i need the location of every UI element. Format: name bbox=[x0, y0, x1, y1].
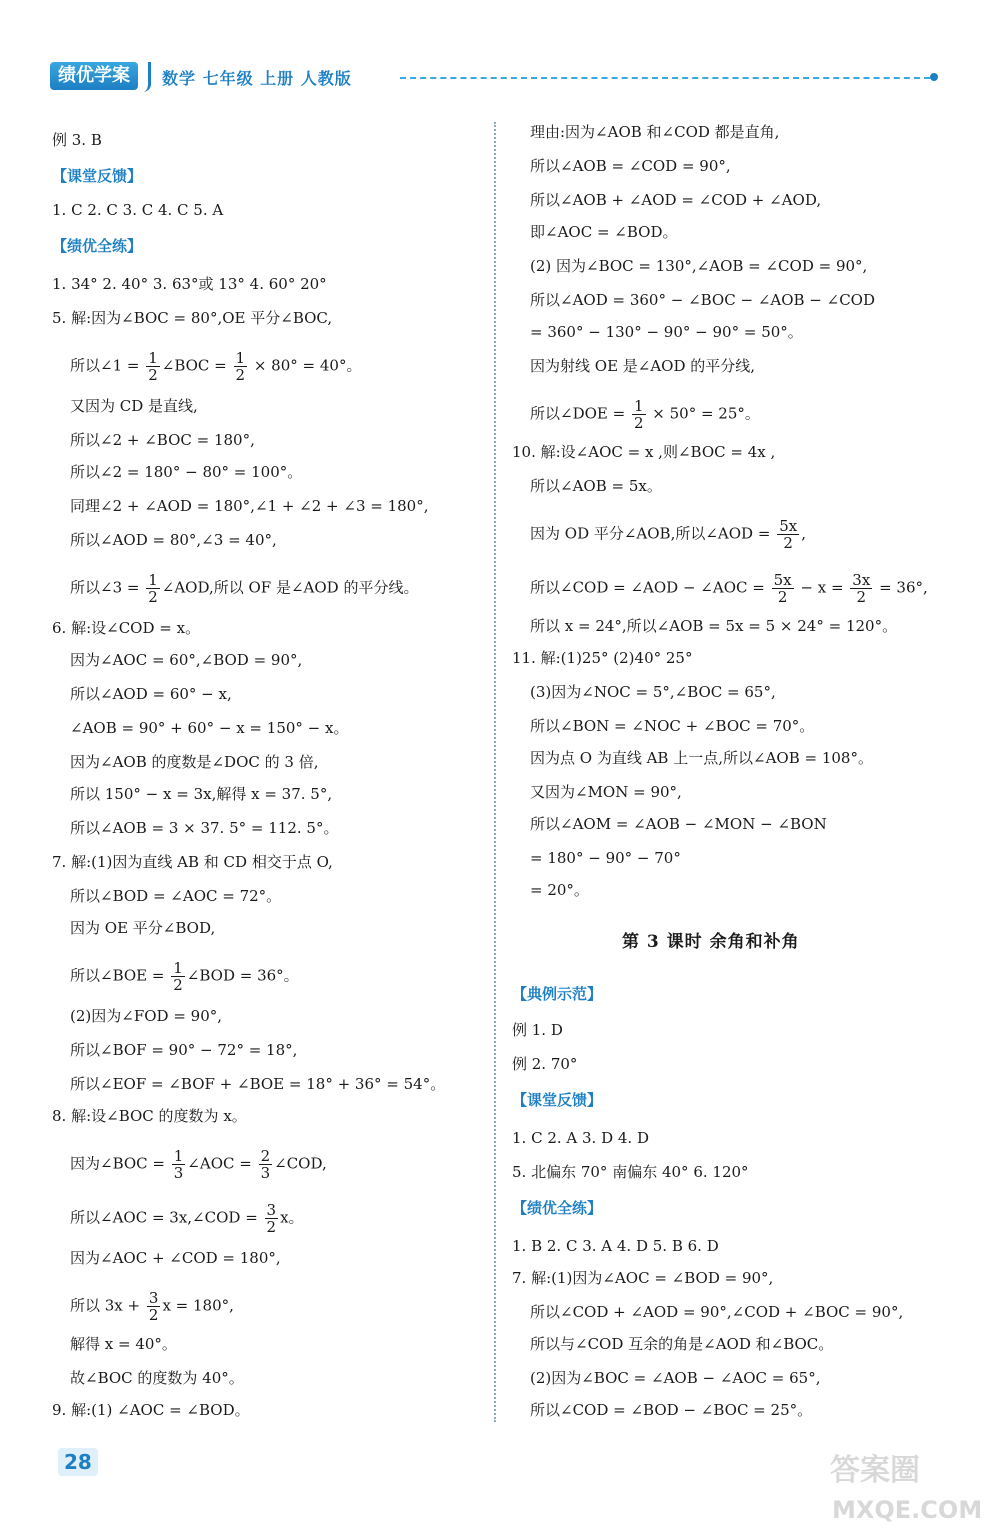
fraction: $\frac{1}{2}$ bbox=[173, 959, 183, 994]
fraction: $\frac{3x}{2}$ bbox=[852, 571, 871, 606]
answer-line: 所以∠1 = $\frac{1}{2}$ ∠BOC = $\frac{1}{2}$ × 80° = 40°。 bbox=[70, 349, 362, 384]
answer-line: 解得 x = 40°。 bbox=[70, 1335, 177, 1353]
answer-line: 6. 解:设∠COD = x。 bbox=[52, 619, 201, 637]
answer-line: 理由:因为∠AOB 和∠COD 都是直角, bbox=[530, 123, 780, 141]
section-tag: 【典例示范】 bbox=[512, 985, 603, 1003]
answer-line: 即∠AOC = ∠BOD。 bbox=[530, 223, 678, 241]
answer-line: = 180° − 90° − 70° bbox=[530, 849, 681, 867]
answer-line: 又因为∠MON = 90°, bbox=[530, 783, 682, 801]
answer-line: 11. 解:(1)25° (2)40° 25° bbox=[512, 649, 693, 667]
lesson-title: 第 3 课时 余角和补角 bbox=[622, 932, 800, 952]
fraction: $\frac{1}{2}$ bbox=[148, 349, 158, 384]
answer-line: 所以∠COD = ∠AOD − ∠AOC = $\frac{5x}{2}$ − x = $\frac{3x}{2}$ = 36°, bbox=[530, 571, 928, 606]
answer-line: 因为∠AOC + ∠COD = 180°, bbox=[70, 1249, 281, 1267]
answer-line: 同理∠2 + ∠AOD = 180°,∠1 + ∠2 + ∠3 = 180°, bbox=[70, 497, 429, 515]
answer-line: 1. B 2. C 3. A 4. D 5. B 6. D bbox=[512, 1237, 719, 1255]
fraction: $\frac{1}{2}$ bbox=[148, 571, 158, 606]
answer-line: = 20°。 bbox=[530, 881, 589, 899]
answer-line: 所以∠AOB = 5x。 bbox=[530, 477, 662, 495]
answer-line: 所以∠BOD = ∠AOC = 72°。 bbox=[70, 887, 282, 905]
answer-line: 所以 x = 24°,所以∠AOB = 5x = 5 × 24° = 120°。 bbox=[530, 617, 898, 635]
answer-line: 所以∠AOB = 3 × 37. 5° = 112. 5°。 bbox=[70, 819, 339, 837]
watermark-text: 答案圈 bbox=[830, 1453, 920, 1488]
answer-line: 所以 3x + $\frac{3}{2}$ x = 180°, bbox=[70, 1289, 234, 1324]
answer-line: 因为 OD 平分∠AOB,所以∠AOD = $\frac{5x}{2}$ , bbox=[530, 517, 806, 552]
answer-line: 例 1. D bbox=[512, 1021, 563, 1039]
answer-line: 所以∠BON = ∠NOC + ∠BOC = 70°。 bbox=[530, 717, 815, 735]
answer-line: 因为∠BOC = $\frac{1}{3}$ ∠AOC = $\frac{2}{3}$ ∠COD, bbox=[70, 1147, 327, 1182]
answer-line: 例 3. B bbox=[52, 131, 102, 149]
fraction: $\frac{3}{2}$ bbox=[148, 1289, 159, 1324]
answer-line: (2) 因为∠BOC = 130°,∠AOB = ∠COD = 90°, bbox=[530, 257, 868, 275]
answer-line: ∠AOB = 90° + 60° − x = 150° − x。 bbox=[70, 719, 349, 737]
answer-line: 8. 解:设∠BOC 的度数为 x。 bbox=[52, 1107, 247, 1125]
answer-line: 所以∠AOM = ∠AOB − ∠MON − ∠BON bbox=[530, 815, 827, 833]
answer-line: 所以∠AOC = 3x,∠COD = $\frac{3}{2}$ x。 bbox=[70, 1201, 304, 1236]
watermark-url: MXQE.COM bbox=[832, 1496, 983, 1524]
answer-line: 所以∠EOF = ∠BOF + ∠BOE = 18° + 36° = 54°。 bbox=[70, 1075, 446, 1093]
answer-line: 所以∠AOB = ∠COD = 90°, bbox=[530, 157, 731, 175]
answer-line: 5. 解:因为∠BOC = 80°,OE 平分∠BOC, bbox=[52, 309, 333, 327]
answer-line: 7. 解:(1)因为直线 AB 和 CD 相交于点 O, bbox=[52, 853, 333, 871]
fraction: $\frac{5x}{2}$ bbox=[773, 571, 792, 606]
answer-line: 因为∠AOB 的度数是∠DOC 的 3 倍, bbox=[70, 753, 319, 771]
section-tag: 【绩优全练】 bbox=[512, 1199, 603, 1217]
answer-line: 所以∠AOD = 80°,∠3 = 40°, bbox=[70, 531, 277, 549]
page-header bbox=[50, 62, 950, 96]
answer-line: 所以∠3 = $\frac{1}{2}$ ∠AOD,所以 OF 是∠AOD 的平分线。 bbox=[70, 571, 419, 606]
answer-line: 1. C 2. C 3. C 4. C 5. A bbox=[52, 201, 224, 219]
answer-line: 所以∠AOD = 60° − x, bbox=[70, 685, 232, 703]
answer-line: 所以与∠COD 互余的角是∠AOD 和∠BOC。 bbox=[530, 1335, 834, 1353]
answer-line: 所以∠COD + ∠AOD = 90°,∠COD + ∠BOC = 90°, bbox=[530, 1303, 904, 1321]
subject-label: 数学 七年级 上册 人教版 bbox=[162, 69, 352, 88]
section-tag: 【课堂反馈】 bbox=[512, 1091, 603, 1109]
answer-line: 1. 34° 2. 40° 3. 63°或 13° 4. 60° 20° bbox=[52, 275, 327, 293]
answer-line: 所以∠AOB + ∠AOD = ∠COD + ∠AOD, bbox=[530, 191, 822, 209]
answer-line: 例 2. 70° bbox=[512, 1055, 578, 1073]
answer-line: 所以∠BOF = 90° − 72° = 18°, bbox=[70, 1041, 298, 1059]
answer-line: = 360° − 130° − 90° − 90° = 50°。 bbox=[530, 323, 803, 341]
watermark-logo bbox=[820, 1440, 990, 1530]
answer-line: 1. C 2. A 3. D 4. D bbox=[512, 1129, 649, 1147]
answer-line: 所以∠2 + ∠BOC = 180°, bbox=[70, 431, 255, 449]
column-divider bbox=[494, 122, 496, 1422]
page-number: 28 bbox=[58, 1448, 98, 1476]
answer-line: 9. 解:(1) ∠AOC = ∠BOD。 bbox=[52, 1401, 250, 1419]
fraction: $\frac{5x}{2}$ bbox=[779, 517, 798, 552]
fraction: $\frac{2}{3}$ bbox=[260, 1147, 271, 1182]
answer-line: 因为 OE 平分∠BOD, bbox=[70, 919, 216, 937]
answer-line: 所以∠BOE = $\frac{1}{2}$ ∠BOD = 36°。 bbox=[70, 959, 299, 994]
section-tag: 【绩优全练】 bbox=[52, 237, 143, 255]
answer-line: (2)因为∠FOD = 90°, bbox=[70, 1007, 223, 1025]
answer-line: (3)因为∠NOC = 5°,∠BOC = 65°, bbox=[530, 683, 776, 701]
answer-line: 所以 150° − x = 3x,解得 x = 37. 5°, bbox=[70, 785, 333, 803]
brand-logo: 绩优学案 bbox=[50, 62, 138, 90]
header-divider bbox=[400, 77, 930, 79]
answer-line: 因为射线 OE 是∠AOD 的平分线, bbox=[530, 357, 756, 375]
brand-logo-tail bbox=[142, 62, 151, 92]
answer-line: 又因为 CD 是直线, bbox=[70, 397, 198, 415]
answer-line: (2)因为∠BOC = ∠AOB − ∠AOC = 65°, bbox=[530, 1369, 821, 1387]
answer-line: 所以∠COD = ∠BOD − ∠BOC = 25°。 bbox=[530, 1401, 813, 1419]
answer-line: 所以∠2 = 180° − 80° = 100°。 bbox=[70, 463, 303, 481]
section-tag: 【课堂反馈】 bbox=[52, 167, 143, 185]
answer-line: 故∠BOC 的度数为 40°。 bbox=[70, 1369, 244, 1387]
answer-line: 所以∠DOE = $\frac{1}{2}$ × 50° = 25°。 bbox=[530, 397, 760, 432]
header-divider-dot bbox=[930, 73, 938, 81]
fraction: $\frac{1}{2}$ bbox=[633, 397, 644, 432]
answer-line: 5. 北偏东 70° 南偏东 40° 6. 120° bbox=[512, 1163, 749, 1181]
fraction: $\frac{1}{3}$ bbox=[173, 1147, 184, 1182]
answer-line: 7. 解:(1)因为∠AOC = ∠BOD = 90°, bbox=[512, 1269, 774, 1287]
answer-line: 因为点 O 为直线 AB 上一点,所以∠AOB = 108°。 bbox=[530, 749, 873, 767]
fraction: $\frac{3}{2}$ bbox=[266, 1201, 277, 1236]
fraction: $\frac{1}{2}$ bbox=[235, 349, 246, 384]
answer-line: 因为∠AOC = 60°,∠BOD = 90°, bbox=[70, 651, 303, 669]
answer-line: 10. 解:设∠AOC = x ,则∠BOC = 4x , bbox=[512, 443, 776, 461]
answer-line: 所以∠AOD = 360° − ∠BOC − ∠AOB − ∠COD bbox=[530, 291, 876, 309]
